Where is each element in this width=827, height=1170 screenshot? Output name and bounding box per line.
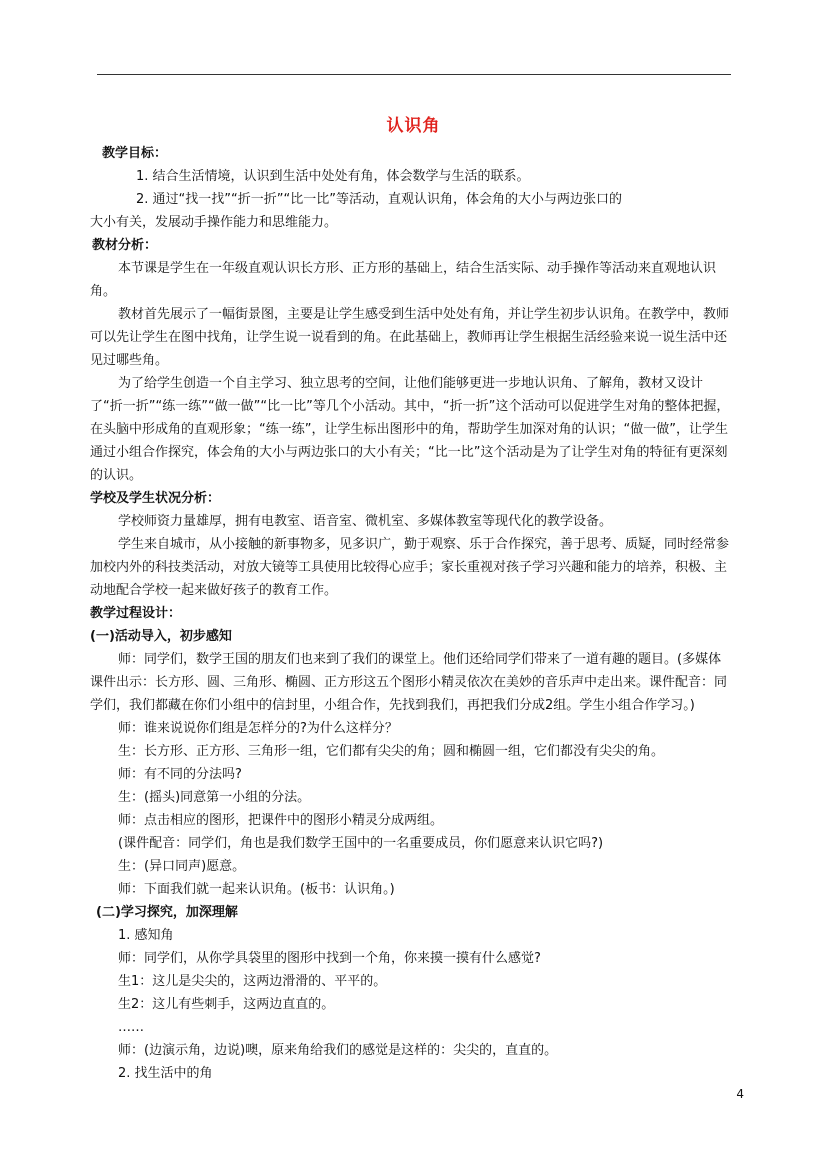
paragraph: 教材首先展示了一幅街景图，主要是让学生感受到生活中处处有角，并让学生初步认识角。在教学中，教师可以先让学生在图中找角，让学生说一说看到的角。在此基础上，教师再让学生根据生活经验来说一说生活中还见过哪些角。 [90, 307, 730, 368]
paragraph: 2. 通过“找一找”“折一折”“比一比”等活动，直观认识角，体会角的大小与两边张口的 [136, 192, 622, 207]
paragraph: …… [118, 1020, 144, 1035]
paragraph: 生2：这儿有些刺手，这两边直直的。 [118, 997, 335, 1012]
paragraph: 生：(异口同声)愿意。 [118, 859, 246, 874]
section-heading: 教学目标： [102, 146, 168, 161]
document-body [90, 142, 734, 1085]
paragraph: 生1：这儿是尖尖的，这两边滑滑的、平平的。 [118, 974, 387, 989]
section-heading: 教材分析： [92, 238, 158, 253]
paragraph: 师：同学们，数学王国的朋友们也来到了我们的课堂上。他们还给同学们带来了一道有趣的题目。(多媒体课件出示：长方形、圆、三角形、椭圆、正方形这五个图形小精灵依次在美妙的音乐声中走出来。课件配音：同学们，我们都藏在你们小组中的信封里，小组合作，先找到我们，再把我们分成2组。学生小组合作学习。) [90, 652, 728, 713]
section-heading: 学校及学生状况分析： [90, 491, 221, 506]
paragraph: 师：有不同的分法吗? [118, 767, 242, 782]
paragraph: 学生来自城市，从小接触的新事物多，见多识广，勤于观察、乐于合作探究，善于思考、质疑，同时经常参加校内外的科技类活动，对放大镜等工具使用比较得心应手；家长重视对孩子学习兴趣和能力的培养，积极、主动地配合学校一起来做好孩子的教育工作。 [90, 537, 730, 598]
section-heading: (一)活动导入，初步感知 [90, 629, 232, 644]
paragraph: 师：点击相应的图形，把课件中的图形小精灵分成两组。 [118, 813, 444, 828]
paragraph: 2. 找生活中的角 [118, 1066, 213, 1081]
page-number: 4 [736, 1087, 744, 1101]
paragraph: 师：同学们，从你学具袋里的图形中找到一个角，你来摸一摸有什么感觉? [118, 951, 541, 966]
paragraph: 师：(边演示角，边说)噢，原来角给我们的感觉是这样的：尖尖的，直直的。 [118, 1043, 558, 1058]
section-heading: 教学过程设计： [90, 606, 182, 621]
paragraph: 生：(摇头)同意第一小组的分法。 [118, 790, 311, 805]
paragraph: 本节课是学生在一年级直观认识长方形、正方形的基础上，结合生活实际、动手操作等活动来直观地认识角。 [90, 261, 717, 299]
paragraph: 大小有关，发展动手操作能力和思维能力。 [90, 215, 338, 230]
paragraph: 为了给学生创造一个自主学习、独立思考的空间，让他们能够更进一步地认识角、了解角，教材又设计了“折一折”“练一练”“做一做”“比一比”等几个小活动。其中，“折一折”这个活动可以促进学生对角的整体把握，在头脑中形成角的直观形象；“练一练”，让学生标出图形中的角，帮助学生加深对角的认识；“做一做”，让学生通过小组合作探究，体会角的大小与两边张口的大小有关；“比一比”这个活动是为了让学生对角的特征有更深刻的认识。 [90, 376, 730, 483]
paragraph: 师：谁来说说你们组是怎样分的?为什么这样分？ [118, 721, 398, 736]
page-title: 认识角 [386, 116, 441, 136]
header-rule [97, 74, 731, 75]
paragraph: 1. 感知角 [118, 928, 174, 943]
paragraph: 生：长方形、正方形、三角形一组，它们都有尖尖的角；圆和椭圆一组，它们都没有尖尖的角。 [118, 744, 665, 759]
section-heading: (二)学习探究，加深理解 [96, 905, 238, 920]
paragraph: 1. 结合生活情境，认识到生活中处处有角，体会数学与生活的联系。 [136, 169, 530, 184]
paragraph: (课件配音：同学们，角也是我们数学王国中的一名重要成员，你们愿意来认识它吗?) [118, 836, 604, 851]
paragraph: 学校师资力量雄厚，拥有电教室、语音室、微机室、多媒体教室等现代化的教学设备。 [118, 514, 613, 529]
paragraph: 师：下面我们就一起来认识角。(板书：认识角。) [118, 882, 395, 897]
